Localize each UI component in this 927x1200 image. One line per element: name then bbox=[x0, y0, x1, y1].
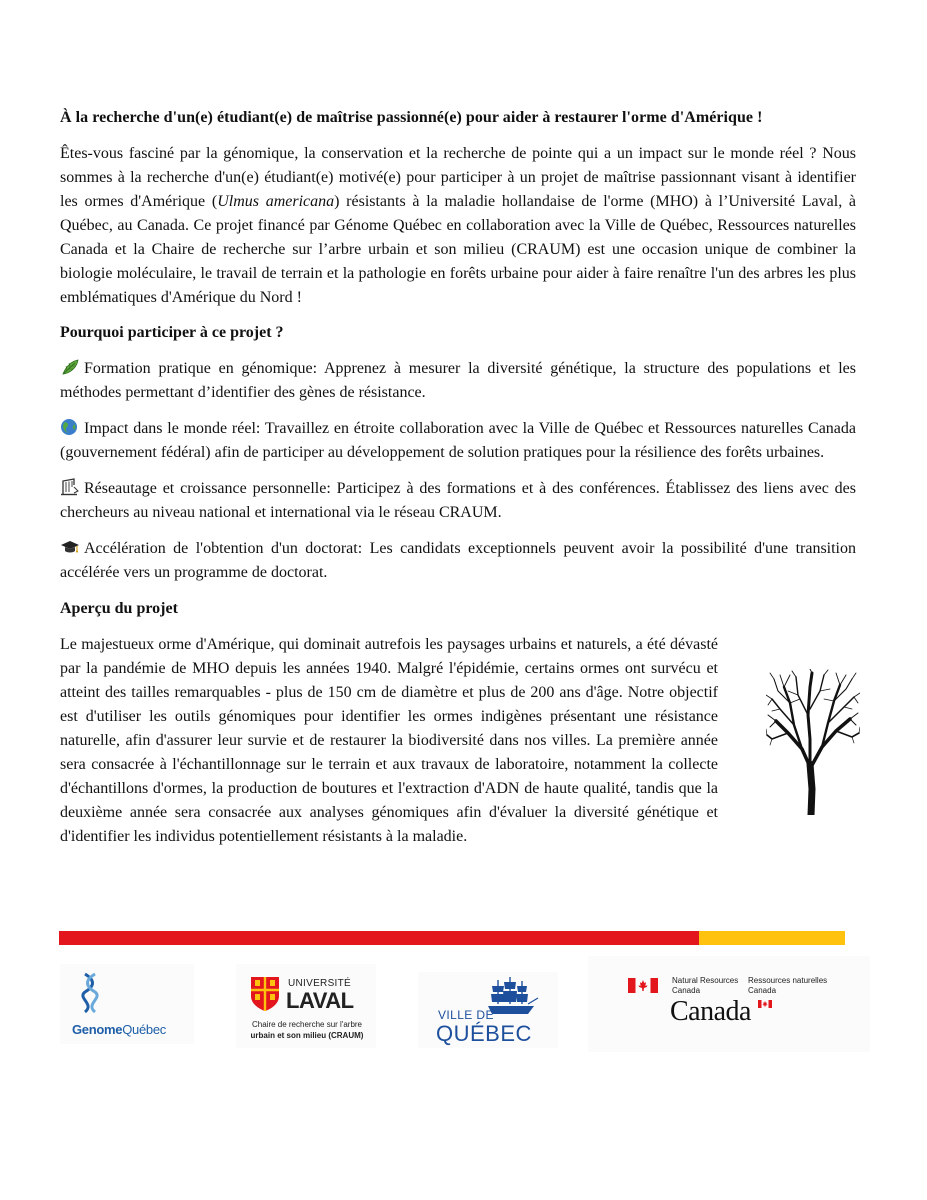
laval-caption2: urbain et son milieu (CRAUM) bbox=[250, 1031, 364, 1040]
color-band bbox=[59, 931, 845, 945]
why-item-networking bbox=[60, 477, 856, 525]
genome-name-light: Québec bbox=[122, 1022, 166, 1037]
nrcan-fr-line1: Ressources naturelles bbox=[748, 976, 828, 985]
page-title: À la recherche d'un(e) étudiant(e) de maîtrise passionné(e) pour aider à restaurer l'orme d'Amérique ! bbox=[60, 109, 763, 126]
canada-wordmark bbox=[670, 996, 751, 1028]
quebec-line1: VILLE DE bbox=[438, 1008, 494, 1022]
why-item-text: Accélération de l'obtention d'un doctorat: Les candidats exceptionnels peuvent avoir la possibilité d'une transition accélérée vers un programme de doctorat. bbox=[60, 540, 856, 581]
why-item-phd bbox=[60, 537, 856, 585]
ville-de-quebec-logo bbox=[418, 972, 558, 1048]
elm-tree-illustration bbox=[766, 669, 860, 815]
laval-line2: LAVAL bbox=[286, 988, 354, 1013]
nrcan-canada-logo bbox=[588, 956, 870, 1052]
why-item-text: Formation pratique en génomique: Apprenez à mesurer la diversité génétique, la structure des populations et les méthodes permettant d’identifier des gènes de résistance. bbox=[60, 360, 856, 401]
laval-line1: UNIVERSITÉ bbox=[288, 978, 352, 989]
color-band-yellow bbox=[699, 931, 845, 945]
quebec-line2: QUÉBEC bbox=[436, 1021, 532, 1046]
overview-section bbox=[60, 633, 856, 849]
overview-paragraph: Le majestueux orme d'Amérique, qui dominait autrefois les paysages urbains et naturels, a été dévasté par la pandémie de MHO depuis les années 1940. Malgré l'épidémie, certains ormes ont survécu et atteint des tailles remarquables - plus de 150 cm de diamètre et plus de 200 ans d'âge. Notre objectif est d'utiliser les outils génomiques pour identifier les ormes indigènes présentant une résistance naturelle, afin d'assurer leur survie et de restaurer la biodiversité dans nos villes. La première année sera consacrée à l'échantillonnage sur le terrain et aux travaux de laboratoire, notamment la collecte d'échantillons d'ormes, la production de boutures et l'extraction d'ADN de haute qualité, tandis que la deuxième année sera consacrée aux analyses génomiques afin d'évaluer la diversité génétique et d'identifier les individus potentiellement résistants à la maladie. bbox=[60, 636, 718, 845]
why-item-text: Réseautage et croissance personnelle: Participez à des formations et à des conférences. Établissez des liens avec des chercheurs au niveau national et international via le réseau CRAUM. bbox=[60, 480, 856, 521]
canada-flag-icon bbox=[628, 978, 658, 993]
university-icon bbox=[60, 478, 80, 496]
partner-logos bbox=[58, 950, 870, 1060]
laval-shield-icon bbox=[250, 976, 280, 1012]
why-item-text: Impact dans le monde réel: Travaillez en étroite collaboration avec la Ville de Québec et Ressources naturelles Canada (gouvernement fédéral) afin de participer au développement de solution pratiques pour la résilience des forêts urbaines. bbox=[60, 420, 856, 461]
nrcan-fr-line2: Canada bbox=[748, 986, 777, 995]
species-name: Ulmus americana bbox=[217, 193, 335, 210]
genome-quebec-logo bbox=[60, 964, 194, 1044]
intro-text-part2: ) résistants à la maladie hollandaise de l'orme (MHO) à l’Université Laval, à Québec, au Canada. Ce projet financé par Génome Québec en collaboration avec la Ville de Québec, Ressources naturelles Canada et la Chaire de recherche sur l’arbre urbain et son milieu (CRAUM) est une occasion unique de combiner la biologie moléculaire, le travail de terrain et la pathologie en forêts urbaine pour aider à faire renaître l'un des arbres les plus emblématiques d'Amérique du Nord ! bbox=[60, 193, 857, 306]
nrcan-en-line1: Natural Resources bbox=[672, 976, 739, 985]
why-item-impact bbox=[60, 417, 856, 465]
canada-wordmark-text: Canada bbox=[670, 996, 751, 1027]
overview-heading: Aperçu du projet bbox=[60, 600, 178, 617]
nrcan-en-line2: Canada bbox=[672, 986, 701, 995]
document-page bbox=[60, 106, 856, 849]
laval-craum-logo bbox=[236, 964, 376, 1048]
leaf-icon bbox=[60, 358, 80, 376]
why-heading: Pourquoi participer à ce projet ? bbox=[60, 324, 284, 341]
globe-icon bbox=[60, 418, 80, 436]
graduation-cap-icon bbox=[60, 538, 80, 556]
canada-wordmark-flag-icon bbox=[758, 1000, 772, 1008]
genome-dna-icon bbox=[80, 972, 100, 1016]
why-item-genomics bbox=[60, 357, 856, 405]
laval-caption1: Chaire de recherche sur l'arbre bbox=[251, 1020, 363, 1029]
intro-paragraph bbox=[60, 142, 856, 310]
intro-text-part1: Êtes-vous fasciné par la génomique, la conservation et la recherche de pointe qui a un impact sur le monde réel ? Nous sommes à la recherche d'un(e) étudiant(e) motivé(e) pour participer à un projet de maîtrise passionnant visant à identifier les ormes d'Amérique ( bbox=[60, 145, 856, 210]
color-band-red bbox=[59, 931, 699, 945]
genome-name-bold: Genome bbox=[72, 1022, 123, 1037]
